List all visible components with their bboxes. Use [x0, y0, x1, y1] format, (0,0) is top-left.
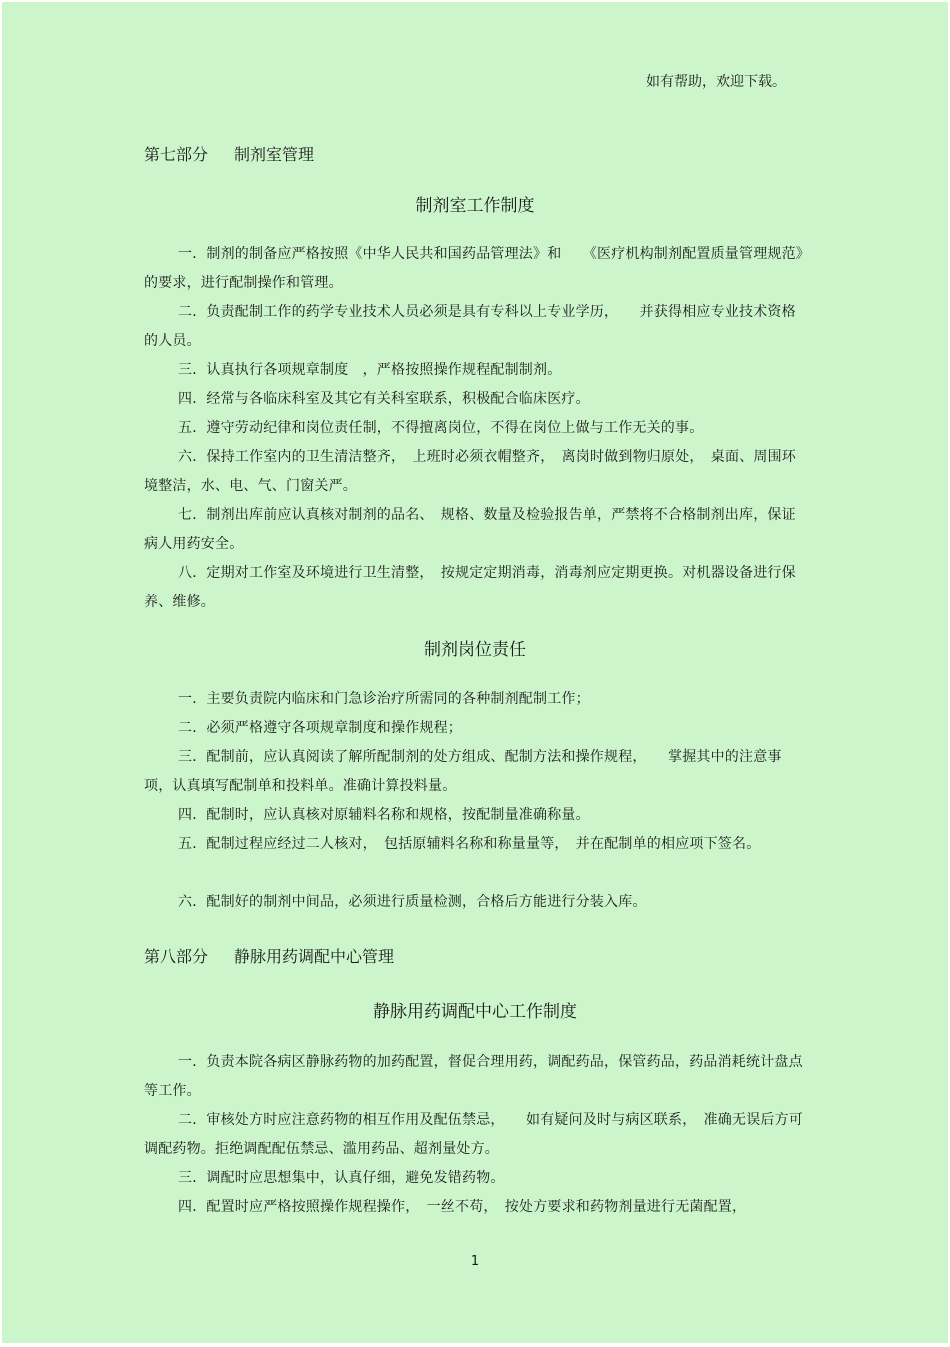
section-title-pharmacy-rules: 制剂室工作制度 — [415, 196, 535, 216]
paragraph: 四．经常与各临床科室及其它有关科室联系，积极配合临床医疗。 — [178, 391, 590, 407]
paragraph: 三．认真执行各项规章制度 ，严格按照操作规程配制制剂。 — [178, 362, 562, 378]
paragraph: 六．配制好的制剂中间品，必须进行质量检测，合格后方能进行分装入库。 — [178, 894, 647, 910]
paragraph: 六．保持工作室内的卫生清洁整齐， 上班时必须衣帽整齐， 离岗时做到物归原处， 桌面、周围环境整洁，水、电、气、门窗关严。 — [144, 449, 796, 494]
section-title-pharmacy-duties: 制剂岗位责任 — [424, 640, 526, 660]
paragraph: 五．遵守劳动纪律和岗位责任制，不得擅离岗位，不得在岗位上做与工作无关的事。 — [178, 420, 704, 436]
paragraph: 一．主要负责院内临床和门急诊治疗所需同的各种制剂配制工作； — [178, 691, 590, 707]
paragraph: 一．负责本院各病区静脉药物的加药配置，督促合理用药，调配药品，保管药品，药品消耗统计盘点等工作。 — [144, 1054, 803, 1099]
paragraph: 一．制剂的制备应严格按照《中华人民共和国药品管理法》和 《医疗机构制剂配置质量管理规范》的要求，进行配制操作和管理。 — [144, 246, 803, 291]
paragraph: 四．配制时，应认真核对原辅料名称和规格，按配制量准确称量。 — [178, 807, 590, 823]
part-eight-title — [144, 946, 394, 968]
part-seven-title — [144, 144, 314, 166]
paragraph: 三．调配时应思想集中，认真仔细，避免发错药物。 — [178, 1170, 505, 1186]
part-eight-number: 第八部分 — [144, 947, 209, 966]
part-eight-name: 静脉用药调配中心管理 — [234, 947, 395, 966]
paragraph: 二．负责配制工作的药学专业技术人员必须是具有专科以上专业学历， 并获得相应专业技术资格的人员。 — [144, 304, 796, 349]
page-number: 1 — [470, 1254, 480, 1269]
document-page — [2, 2, 948, 1343]
part-seven-number: 第七部分 — [144, 145, 209, 164]
paragraph: 三．配制前，应认真阅读了解所配制剂的处方组成、配制方法和操作规程， 掌握其中的注意事项，认真填写配制单和投料单。准确计算投料量。 — [144, 749, 782, 794]
paragraph: 四．配置时应严格按照操作规程操作， 一丝不苟， 按处方要求和药物剂量进行无菌配置， — [178, 1199, 747, 1215]
section-title-iv-center-rules: 静脉用药调配中心工作制度 — [373, 1002, 577, 1022]
paragraph: 八．定期对工作室及环境进行卫生清整， 按规定定期消毒，消毒剂应定期更换。对机器设备进行保养、维修。 — [144, 565, 796, 610]
paragraph: 五．配制过程应经过二人核对， 包括原辅料名称和称量量等， 并在配制单的相应项下签名。 — [178, 836, 761, 852]
part-seven-name: 制剂室管理 — [234, 145, 315, 164]
header-note: 如有帮助，欢迎下载。 — [646, 74, 786, 90]
paragraph: 七．制剂出库前应认真核对制剂的品名、 规格、数量及检验报告单，严禁将不合格制剂出库，保证病人用药安全。 — [144, 507, 796, 552]
paragraph: 二．审核处方时应注意药物的相互作用及配伍禁忌， 如有疑问及时与病区联系， 准确无误后方可调配药物。拒绝调配配伍禁忌、滥用药品、超剂量处方。 — [144, 1112, 803, 1157]
paragraph: 二．必须严格遵守各项规章制度和操作规程； — [178, 720, 462, 736]
